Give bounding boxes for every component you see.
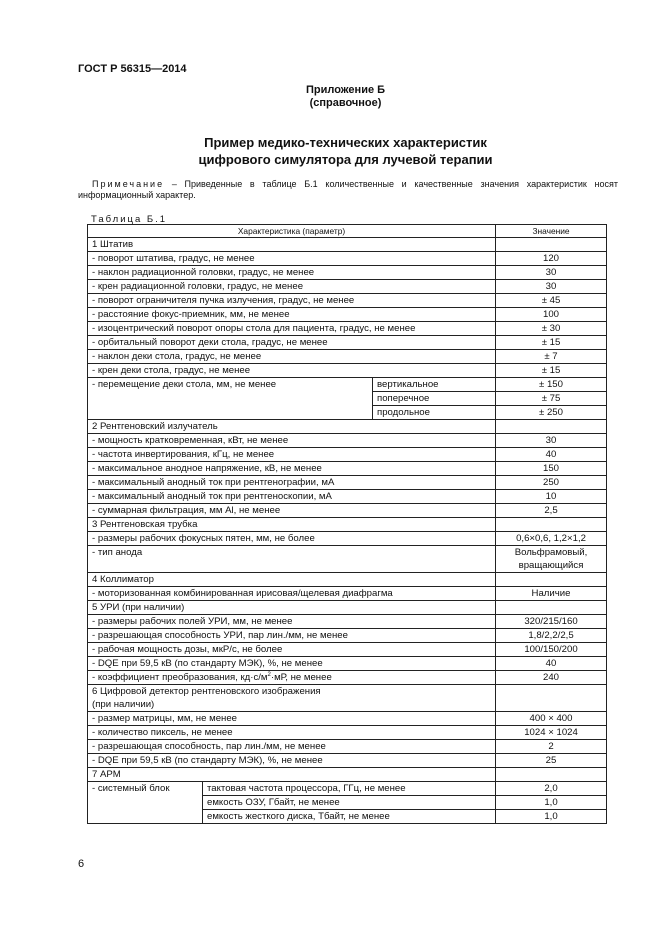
param-cell: - разрешающая способность, пар лин./мм, не менее xyxy=(88,740,496,754)
header-value: Значение xyxy=(496,225,607,238)
value-cell: 25 xyxy=(496,754,607,768)
empty-cell xyxy=(496,685,607,712)
param-cell: - расстояние фокус-приемник, мм, не менее xyxy=(88,308,496,322)
value-cell: 10 xyxy=(496,490,607,504)
value-cell: ± 7 xyxy=(496,350,607,364)
param-cell: - DQE при 59,5 кВ (по стандарту МЭК), %, не менее xyxy=(88,657,496,671)
param-cell: - крен радиационной головки, градус, не менее xyxy=(88,280,496,294)
param-cell: - количество пиксель, не менее xyxy=(88,726,496,740)
value-cell: 30 xyxy=(496,266,607,280)
param-cell: - крен деки стола, градус, не менее xyxy=(88,364,496,378)
table-row xyxy=(88,378,607,392)
param-cell: - орбитальный поворот деки стола, градус, не менее xyxy=(88,336,496,350)
table-row xyxy=(88,726,607,740)
value-cell: Вольфрамовый, вращающийся xyxy=(496,546,607,573)
section-row xyxy=(88,420,607,434)
value-cell: 120 xyxy=(496,252,607,266)
section-row xyxy=(88,238,607,252)
appendix-subtitle: (справочное) xyxy=(309,97,382,109)
value-cell: ± 75 xyxy=(496,392,607,406)
param-cell: - моторизованная комбинированная ирисовая/щелевая диафрагма xyxy=(88,587,496,601)
main-title-line2: цифрового симулятора для лучевой терапии xyxy=(198,152,493,167)
table-row xyxy=(88,657,607,671)
section-title-line: (при наличии) xyxy=(92,699,155,710)
table-row xyxy=(88,671,607,685)
value-cell: ± 150 xyxy=(496,378,607,392)
table-row xyxy=(88,490,607,504)
appendix-title: Приложение Б xyxy=(305,84,386,96)
param-cell: - наклон деки стола, градус, не менее xyxy=(88,350,496,364)
table-row xyxy=(88,587,607,601)
table-row xyxy=(88,754,607,768)
table-row xyxy=(88,740,607,754)
section-row xyxy=(88,573,607,587)
param-cell: - размеры рабочих полей УРИ, мм, не менее xyxy=(88,615,496,629)
value-cell: ± 250 xyxy=(496,406,607,420)
section-title xyxy=(88,685,496,712)
param-cell xyxy=(88,671,496,685)
table-row xyxy=(88,712,607,726)
section-title: 1 Штатив xyxy=(88,238,496,252)
value-cell: 1,0 xyxy=(496,796,607,810)
empty-cell xyxy=(496,573,607,587)
param-cell: - частота инвертирования, кГц, не менее xyxy=(88,448,496,462)
table-row xyxy=(88,252,607,266)
value-cell: ± 30 xyxy=(496,322,607,336)
value-cell: 1,8/2,2/2,5 xyxy=(496,629,607,643)
table-row xyxy=(88,615,607,629)
table-row xyxy=(88,504,607,518)
param-cell: - перемещение деки стола, мм, не менее xyxy=(88,378,373,420)
empty-cell xyxy=(496,768,607,782)
param-cell: - рабочая мощность дозы, мкР/с, не более xyxy=(88,643,496,657)
table-header-row xyxy=(88,225,607,238)
value-cell: 1,0 xyxy=(496,810,607,824)
value-cell: 40 xyxy=(496,448,607,462)
main-title xyxy=(0,134,661,168)
section-title: 3 Рентгеновская трубка xyxy=(88,518,496,532)
table-row xyxy=(88,350,607,364)
table-row xyxy=(88,322,607,336)
sub-label-cell: емкость жесткого диска, Тбайт, не менее xyxy=(203,810,496,824)
table-row xyxy=(88,476,607,490)
param-cell: - размер матрицы, мм, не менее xyxy=(88,712,496,726)
sub-label-cell: поперечное xyxy=(373,392,496,406)
table-row xyxy=(88,364,607,378)
sub-label-cell: продольное xyxy=(373,406,496,420)
table-row xyxy=(88,546,607,573)
param-cell: - системный блок xyxy=(88,782,203,824)
sub-label-cell: тактовая частота процессора, ГГц, не менее xyxy=(203,782,496,796)
table-row xyxy=(88,280,607,294)
value-cell: 2 xyxy=(496,740,607,754)
section-title-line: 6 Цифровой детектор рентгеновского изображения xyxy=(92,686,321,697)
param-cell: - разрешающая способность УРИ, пар лин./мм, не менее xyxy=(88,629,496,643)
value-cell: 240 xyxy=(496,671,607,685)
table-row xyxy=(88,294,607,308)
section-title: 2 Рентгеновский излучатель xyxy=(88,420,496,434)
value-cell: 0,6×0,6, 1,2×1,2 xyxy=(496,532,607,546)
sub-label-cell: емкость ОЗУ, Гбайт, не менее xyxy=(203,796,496,810)
value-cell: 400 × 400 xyxy=(496,712,607,726)
param-cell: - поворот штатива, градус, не менее xyxy=(88,252,496,266)
param-cell: - максимальный анодный ток при рентгенографии, мА xyxy=(88,476,496,490)
sub-label-cell: вертикальное xyxy=(373,378,496,392)
value-cell: 320/215/160 xyxy=(496,615,607,629)
section-row xyxy=(88,768,607,782)
table-row xyxy=(88,462,607,476)
table-row xyxy=(88,643,607,657)
value-cell: 150 xyxy=(496,462,607,476)
param-cell: - суммарная фильтрация, мм Al, не менее xyxy=(88,504,496,518)
value-cell: 100 xyxy=(496,308,607,322)
table-row xyxy=(88,532,607,546)
param-cell: - поворот ограничителя пучка излучения, градус, не менее xyxy=(88,294,496,308)
value-cell: Наличие xyxy=(496,587,607,601)
table-row xyxy=(88,782,607,796)
empty-cell xyxy=(496,518,607,532)
spec-table xyxy=(87,224,607,824)
note xyxy=(78,179,618,201)
param-cell: - тип анода xyxy=(88,546,496,573)
param-text: - коэффициент преобразования, кд·с/м xyxy=(92,672,268,683)
table-row xyxy=(88,448,607,462)
section-row xyxy=(88,601,607,615)
param-cell: - максимальное анодное напряжение, кВ, не менее xyxy=(88,462,496,476)
value-cell: 40 xyxy=(496,657,607,671)
table-caption: Таблица Б.1 xyxy=(91,214,168,225)
value-cell: 30 xyxy=(496,280,607,294)
superscript: 2 xyxy=(267,671,271,678)
section-title: 5 УРИ (при наличии) xyxy=(88,601,496,615)
value-cell: 30 xyxy=(496,434,607,448)
value-cell: 100/150/200 xyxy=(496,643,607,657)
table-row xyxy=(88,629,607,643)
note-text: – Приведенные в таблице Б.1 количественные и качественные значения характеристик носят информационный характер. xyxy=(78,179,618,200)
value-cell: ± 15 xyxy=(496,336,607,350)
param-cell: - мощность кратковременная, кВт, не менее xyxy=(88,434,496,448)
table-row xyxy=(88,336,607,350)
page-number: 6 xyxy=(78,858,85,870)
value-cell: 250 xyxy=(496,476,607,490)
section-row xyxy=(88,518,607,532)
section-title: 7 АРМ xyxy=(88,768,496,782)
section-row xyxy=(88,685,607,712)
main-title-line1: Пример медико-технических характеристик xyxy=(204,135,487,150)
param-cell: - максимальный анодный ток при рентгеноскопии, мА xyxy=(88,490,496,504)
value-cell: ± 15 xyxy=(496,364,607,378)
empty-cell xyxy=(496,238,607,252)
param-text: ·мР, не менее xyxy=(270,672,332,683)
header-param: Характеристика (параметр) xyxy=(88,225,496,238)
table-row xyxy=(88,308,607,322)
value-cell: 1024 × 1024 xyxy=(496,726,607,740)
section-title: 4 Коллиматор xyxy=(88,573,496,587)
value-cell: ± 45 xyxy=(496,294,607,308)
value-cell: 2,5 xyxy=(496,504,607,518)
empty-cell xyxy=(496,601,607,615)
table-row xyxy=(88,434,607,448)
table-row xyxy=(88,266,607,280)
value-cell: 2,0 xyxy=(496,782,607,796)
param-cell: - наклон радиационной головки, градус, не менее xyxy=(88,266,496,280)
document-code: ГОСТ Р 56315—2014 xyxy=(78,63,187,75)
empty-cell xyxy=(496,420,607,434)
param-cell: - DQE при 59,5 кВ (по стандарту МЭК), %, не менее xyxy=(88,754,496,768)
note-lead: Примечание xyxy=(92,179,165,189)
param-cell: - изоцентрический поворот опоры стола для пациента, градус, не менее xyxy=(88,322,496,336)
param-cell: - размеры рабочих фокусных пятен, мм, не более xyxy=(88,532,496,546)
